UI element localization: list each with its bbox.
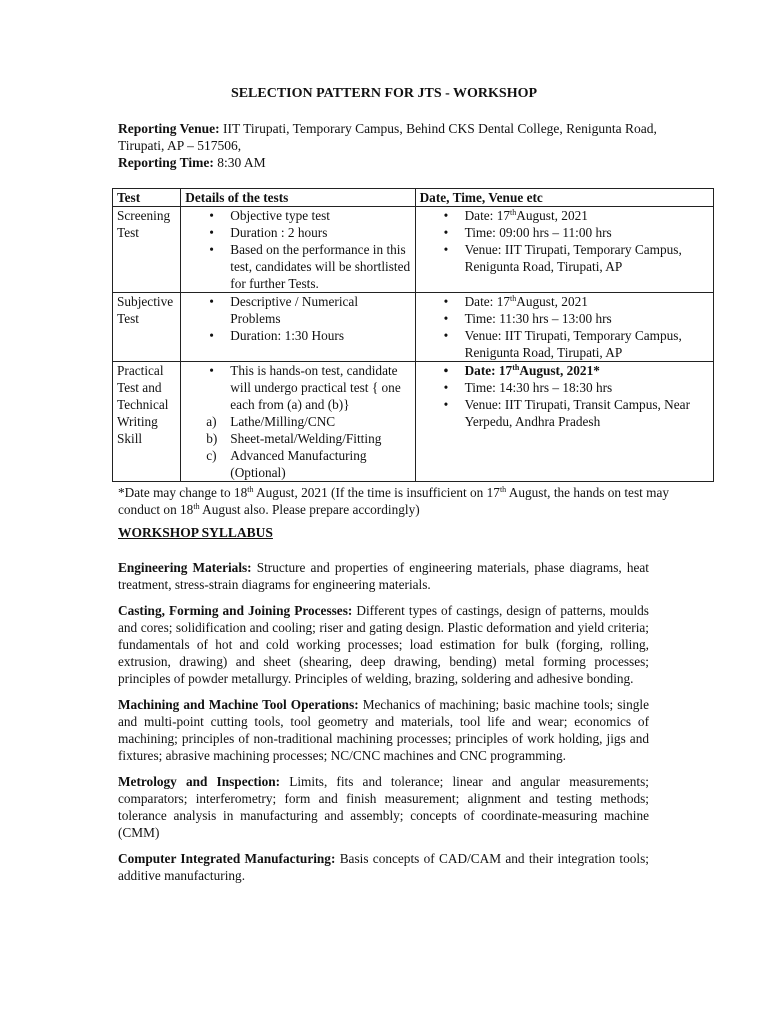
option-item: b) Sheet-metal/Welding/Fitting [206,431,382,446]
detail-item: • Based on the performance in this test, candidates will be shortlisted for further Tests. [230,241,410,292]
tests-table [112,188,714,482]
test-name: Practical Test and Technical Writing Skill [113,362,181,482]
table-row [113,362,714,482]
option-item: a) Lathe/Milling/CNC [206,414,336,429]
schedule-date: • Date: 17thAugust, 2021 [465,293,709,310]
table-row [113,207,714,293]
syllabus-section: Casting, Forming and Joining Processes: Different types of castings, design of patterns, moulds and cores; solidification and cooling; riser and gating design. Plastic deformation and yield criteria; fundamentals of hot and cold working processes; load estimation for bulk (forging, rolling, extrusion, drawing) and sheet (shearing, deep drawing, bending) metal forming processes; principles of powder metallurgy. Principles of welding, brazing, soldering and adhesive bonding. [118,603,649,686]
header-date-time-venue: Date, Time, Venue etc [415,189,713,207]
syllabus-section: Machining and Machine Tool Operations: Mechanics of machining; basic machine tools; single and multi-point cutting tools, tool geometry and materials, tool life and wear; economics of machining; principles of non-traditional machining processes; principles of work holding, jigs and fixtures; abrasive machining processes; NC/CNC machines and CNC programming. [118,697,649,763]
test-schedule [415,207,713,293]
test-details [181,293,415,362]
test-details [181,362,415,482]
option-item: c) Advanced Manufacturing (Optional) [206,448,367,480]
reporting-time-label: Reporting Time: [118,155,214,170]
schedule-venue: • Venue: IIT Tirupati, Temporary Campus, Renigunta Road, Tirupati, AP [465,241,709,275]
test-name: Screening Test [113,207,181,293]
reporting-time-value: 8:30 AM [213,155,266,170]
reporting-venue-label: Reporting Venue: [118,121,220,136]
syllabus-section: Metrology and Inspection: Limits, fits and tolerance; linear and angular measurements; comparators; interferometry; form and finish measurement; alignment and testing methods; tolerance analysis in manufacturing and assembly; concepts of coordinate-measuring machine (CMM) [118,774,649,840]
detail-item: • Duration : 2 hours [230,224,410,241]
test-name: Subjective Test [113,293,181,362]
detail-item: • Descriptive / Numerical Problems [230,293,410,327]
schedule-time: • Time: 14:30 hrs – 18:30 hrs [465,379,709,396]
date-change-note: *Date may change to 18th August, 2021 (If the time is insufficient on 17th August, the hands on test may conduct on 18th August also. Please prepare accordingly) [118,485,670,517]
schedule-time: • Time: 11:30 hrs – 13:00 hrs [465,310,709,327]
syllabus-section: Engineering Materials: Structure and properties of engineering materials, phase diagrams, heat treatment, stress-strain diagrams for engineering materials. [118,560,649,592]
detail-item: • This is hands-on test, candidate will undergo practical test { one each from (a) and (b)} [230,362,410,413]
syllabus-heading: WORKSHOP SYLLABUS [118,525,273,540]
test-schedule [415,362,713,482]
schedule-date: • Date: 17thAugust, 2021 [465,207,709,224]
syllabus-section: Computer Integrated Manufacturing: Basis concepts of CAD/CAM and their integration tools; additive manufacturing. [118,851,649,883]
header-test: Test [113,189,181,207]
syllabus-body [118,559,649,893]
test-schedule [415,293,713,362]
detail-item: • Objective type test [230,207,410,224]
page-title: SELECTION PATTERN FOR JTS - WORKSHOP [230,86,538,101]
schedule-time: • Time: 09:00 hrs – 11:00 hrs [465,224,709,241]
test-details [181,207,415,293]
table-row [113,293,714,362]
header-details: Details of the tests [181,189,415,207]
reporting-venue-text: IIT Tirupati, Temporary Campus, Behind CKS Dental College, Renigunta Road, Tirupati, AP – 517506, [118,121,657,153]
schedule-venue: • Venue: IIT Tirupati, Transit Campus, Near Yerpedu, Andhra Pradesh [465,396,709,430]
table-header-row [113,189,714,207]
schedule-date: • Date: 17thAugust, 2021* [465,362,709,379]
detail-item: • Duration: 1:30 Hours [230,327,410,344]
schedule-venue: • Venue: IIT Tirupati, Temporary Campus, Renigunta Road, Tirupati, AP [465,327,709,361]
reporting-info [118,120,658,171]
